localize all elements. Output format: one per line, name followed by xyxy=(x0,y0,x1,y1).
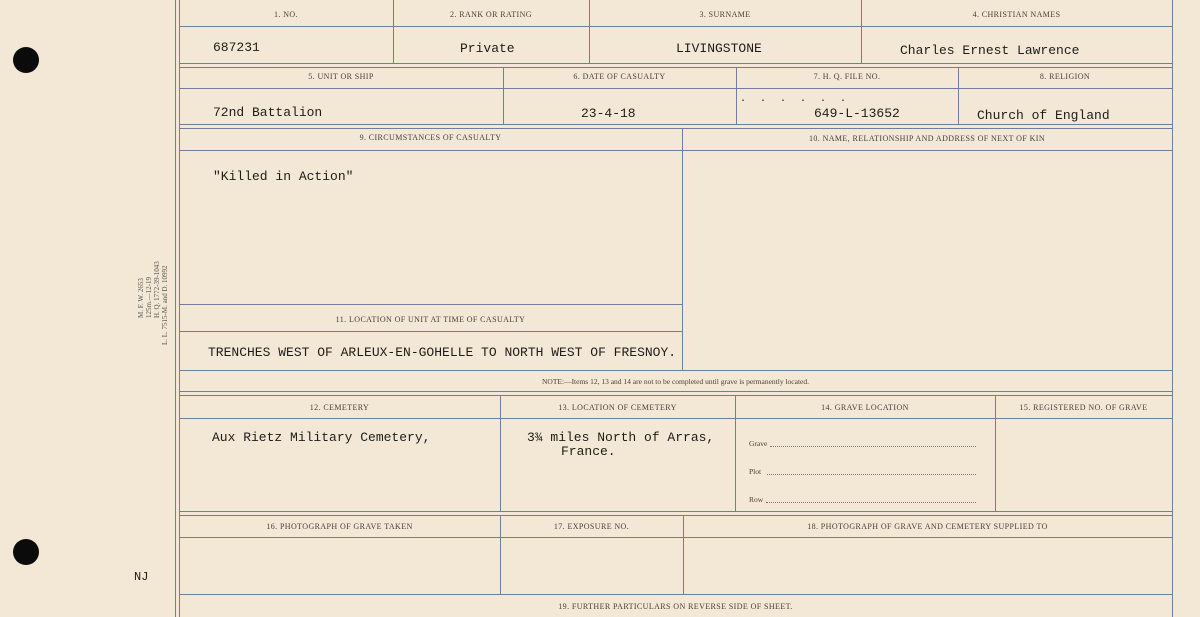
row-label: Row xyxy=(749,495,764,504)
value-christian-names: Charles Ernest Lawrence xyxy=(900,43,1080,58)
header-circumstances: 9. CIRCUMSTANCES OF CASUALTY xyxy=(359,133,502,142)
note-text: NOTE:—Items 12, 13 and 14 are not to be completed until grave is permanently located. xyxy=(541,377,809,386)
value-no: 687231 xyxy=(213,40,260,55)
header-christian-names: 4. CHRISTIAN NAMES xyxy=(972,10,1061,19)
side-print-1: M. F. W. 2653 xyxy=(137,278,145,318)
value-date: 23-4-18 xyxy=(581,106,636,121)
value-cemetery: Aux Rietz Military Cemetery, xyxy=(212,430,431,445)
header-exposure: 17. EXPOSURE NO. xyxy=(553,522,630,531)
value-hq-file: 649-L-13652 xyxy=(814,106,900,121)
value-location-cemetery-line1: 3¾ miles North of Arras, xyxy=(527,430,715,445)
header-date: 6. DATE OF CASUALTY xyxy=(573,72,666,81)
header-rank: 2. RANK OR RATING xyxy=(450,10,532,19)
margin-line xyxy=(175,0,176,617)
value-location-cemetery-line2: France. xyxy=(561,444,616,459)
punch-hole-top xyxy=(13,47,39,73)
initials: NJ xyxy=(134,570,149,584)
side-print-4: L. L. 7515-M. and D. 10992 xyxy=(161,265,169,345)
header-photo-taken: 16. PHOTOGRAPH OF GRAVE TAKEN xyxy=(266,522,413,531)
value-religion: Church of England xyxy=(977,108,1110,123)
header-hq-file: 7. H. Q. FILE NO. xyxy=(813,72,881,81)
side-print-2: 125m.—12-19 xyxy=(145,276,153,318)
value-unit: 72nd Battalion xyxy=(213,105,323,120)
header-location-cemetery: 13. LOCATION OF CEMETERY xyxy=(558,403,677,412)
value-surname: LIVINGSTONE xyxy=(676,41,762,56)
side-print-3: H. Q. 1772-39-1043 xyxy=(153,261,161,318)
header-registered-no: 15. REGISTERED NO. OF GRAVE xyxy=(1019,403,1148,412)
header-next-of-kin: 10. NAME, RELATIONSHIP AND ADDRESS OF NEXT OF KIN xyxy=(808,134,1046,143)
punch-hole-bottom xyxy=(13,539,39,565)
header-location-unit: 11. LOCATION OF UNIT AT TIME OF CASUALTY xyxy=(335,315,526,324)
value-location-unit: TRENCHES WEST OF ARLEUX-EN-GOHELLE TO NORTH WEST OF FRESNOY. xyxy=(208,345,677,360)
header-further-particulars: 19. FURTHER PARTICULARS ON REVERSE SIDE OF SHEET. xyxy=(558,602,793,611)
header-cemetery: 12. CEMETERY xyxy=(309,403,370,412)
value-rank: Private xyxy=(460,41,515,56)
header-photo-supplied: 18. PHOTOGRAPH OF GRAVE AND CEMETERY SUPPLIED TO xyxy=(807,522,1048,531)
header-no: 1. NO. xyxy=(274,10,298,19)
hq-file-dots: . . . . . . xyxy=(740,94,851,105)
header-grave-location: 14. GRAVE LOCATION xyxy=(821,403,909,412)
value-circumstances: "Killed in Action" xyxy=(213,169,354,184)
header-surname: 3. SURNAME xyxy=(699,10,751,19)
header-unit: 5. UNIT OR SHIP xyxy=(308,72,374,81)
header-religion: 8. RELIGION xyxy=(1039,72,1091,81)
plot-label: Plot xyxy=(749,467,762,476)
grave-label: Grave xyxy=(749,439,768,448)
